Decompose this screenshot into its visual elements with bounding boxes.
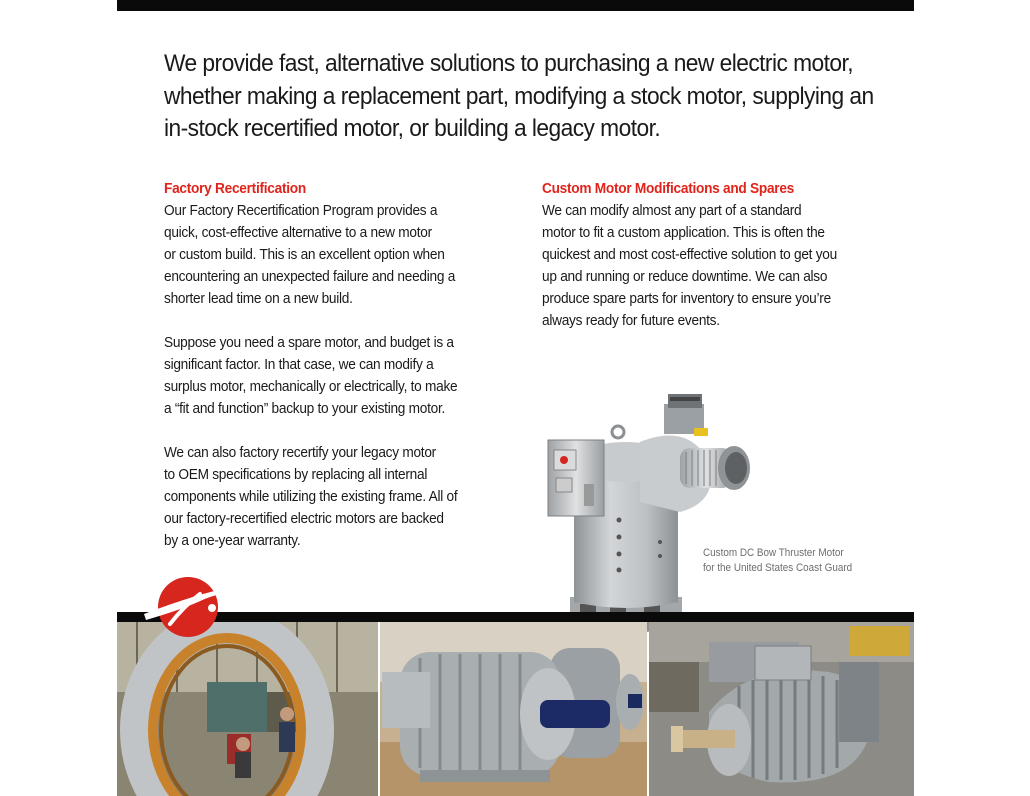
company-logo-icon [140, 574, 232, 638]
bow-thruster-motor-image [540, 392, 762, 637]
intro-line: in-stock recertified motor, or building a legacy motor. [164, 115, 661, 142]
section-heading-recertification: Factory Recertification [164, 180, 306, 197]
text-line: a “fit and function” backup to your existing motor. [164, 400, 446, 417]
recertification-paragraph-3 [164, 442, 457, 552]
text-line: components while utilizing the existing frame. All of [164, 488, 458, 505]
text-line: up and running or reduce downtime. We can also [542, 268, 828, 285]
gray-motors-photo [380, 622, 647, 796]
recertification-paragraph-2 [164, 332, 457, 420]
image-caption [703, 546, 852, 576]
text-line: quickest and most cost-effective solution to get you [542, 246, 837, 263]
text-line: Our Factory Recertification Program provides a [164, 202, 438, 219]
text-line: surplus motor, mechanically or electrically, to make [164, 378, 458, 395]
modifications-paragraph [542, 200, 837, 332]
left-column [164, 178, 457, 574]
text-line: shorter lead time on a new build. [164, 290, 353, 307]
text-line: significant factor. In that case, we can modify a [164, 356, 434, 373]
intro-line: whether making a replacement part, modifying a stock motor, supplying an [164, 82, 874, 110]
text-line: encountering an unexpected failure and needing a [164, 268, 456, 285]
finned-motor-photo [649, 622, 914, 796]
text-line: quick, cost-effective alternative to a new motor [164, 224, 432, 241]
text-line: to OEM specifications by replacing all internal [164, 466, 428, 483]
section-heading-modifications: Custom Motor Modifications and Spares [542, 180, 795, 197]
top-bar [117, 0, 914, 11]
stator-workshop-photo [117, 622, 378, 796]
text-line: We can also factory recertify your legacy motor [164, 444, 436, 461]
text-line: our factory-recertified electric motors are backed [164, 510, 444, 527]
intro-text [164, 48, 874, 146]
text-line: produce spare parts for inventory to ensure you’re [542, 290, 831, 307]
text-line: by a one-year warranty. [164, 532, 301, 549]
caption-line: for the United States Coast Guard [703, 562, 853, 574]
text-line: or custom build. This is an excellent option when [164, 246, 445, 263]
text-line: Suppose you need a spare motor, and budget is a [164, 334, 454, 351]
text-line: always ready for future events. [542, 312, 720, 329]
recertification-paragraph-1 [164, 200, 457, 310]
intro-line: We provide fast, alternative solutions to purchasing a new electric motor, [164, 50, 854, 77]
caption-line: Custom DC Bow Thruster Motor [703, 547, 844, 559]
text-line: motor to fit a custom application. This is often the [542, 224, 825, 241]
text-line: We can modify almost any part of a standard [542, 202, 802, 219]
bottom-bar [117, 612, 914, 622]
right-column [542, 178, 837, 354]
